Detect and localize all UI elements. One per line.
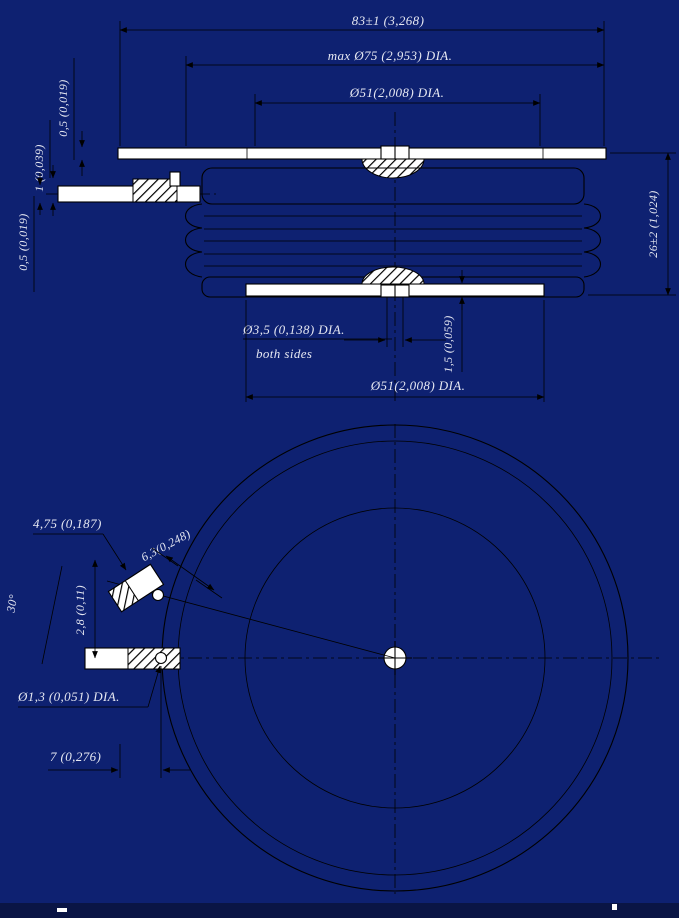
dim-tab-length: 6,3(0,248)	[138, 526, 193, 565]
gate-terminal-angled-hole	[153, 590, 164, 601]
side-view	[16, 13, 676, 403]
dim-recess-depth: 1,5 (0,059)	[441, 315, 455, 373]
dim-bottom-pole-diameter: Ø51(2,008) DIA.	[370, 378, 466, 393]
dim-top-step: 0,5 (0,019)	[56, 79, 70, 137]
page-bottom-strip	[0, 903, 679, 918]
dim-overall-width: 83±1 (3,268)	[351, 13, 425, 28]
dim-max-diameter: max Ø75 (2,953) DIA.	[327, 48, 453, 63]
gate-hole-note: both sides	[256, 346, 313, 361]
bottom-view	[3, 424, 662, 894]
dim-tab-width: 4,75 (0,187)	[33, 516, 102, 531]
dim-hole-diameter: Ø1,3 (0,051) DIA.	[18, 689, 120, 704]
dim-height: 26±2 (1,024)	[646, 190, 660, 258]
top-pole-plate	[118, 148, 606, 159]
gate-terminal-angled	[108, 564, 163, 611]
dim-lead-thickness: 1 (0,039)	[32, 144, 46, 192]
bottom-gate-boss	[362, 267, 424, 284]
angle-reference-line	[42, 566, 62, 664]
dim-hole-position: 7 (0,276)	[50, 749, 102, 764]
dim-tab-angle: 30°	[3, 593, 21, 614]
dim-tab-offset: 2,8 (0,11)	[73, 584, 87, 636]
dim-top-pole-diameter: Ø51(2,008) DIA.	[349, 85, 445, 100]
dim-gate-hole-diameter: Ø3,5 (0,138) DIA.	[243, 322, 345, 337]
gate-terminal-horizontal	[85, 648, 180, 669]
gate-lead-side	[46, 172, 216, 202]
gate-terminal-hole	[156, 653, 167, 664]
dim-lead-step: 0,5 (0,019)	[16, 213, 30, 271]
